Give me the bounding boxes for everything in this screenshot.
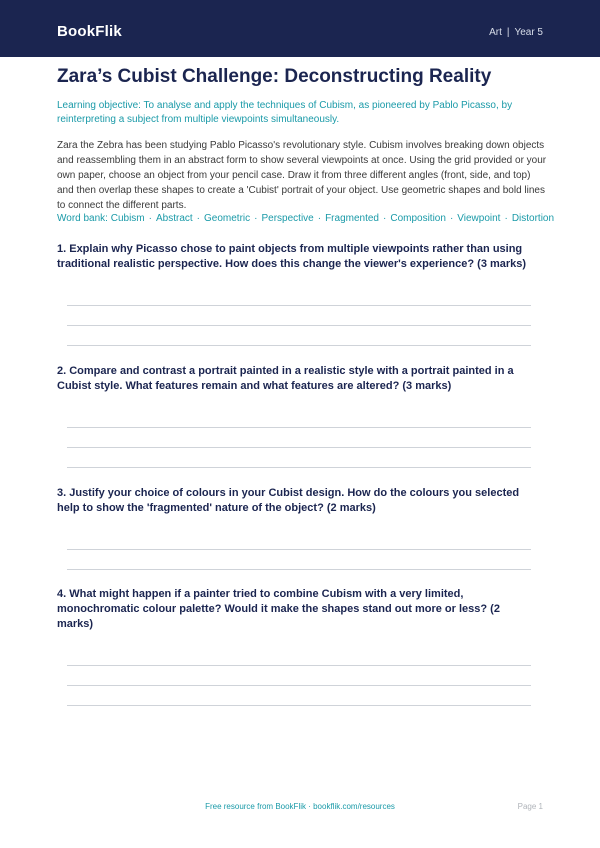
subject-label: Art: [489, 27, 502, 38]
meta-separator: |: [506, 27, 510, 38]
answer-line[interactable]: [67, 447, 531, 448]
word-bank: Word bank: Cubism · Abstract · Geometric · Perspective · Fragmented · Composition · Viewpoint · Distortion: [57, 213, 555, 224]
answer-line[interactable]: [67, 427, 531, 428]
subject-year: [489, 27, 543, 38]
word-bank-item: Cubism: [110, 213, 145, 224]
learning-objective: Learning objective: To analyse and apply the techniques of Cubism, as pioneered by Pablo Picasso, by reinterpreting a subject from multiple viewpoints simultaneously.: [57, 100, 513, 125]
year-label: Year 5: [514, 27, 543, 38]
answer-line[interactable]: [67, 345, 531, 346]
question-1: 1. Explain why Picasso chose to paint objects from multiple viewpoints rather than using traditional realistic perspective. How does this change the viewer's experience? (3 marks): [57, 243, 527, 270]
intro-paragraph: Zara the Zebra has been studying Pablo Picasso's revolutionary style. Cubism involves breaking down objects and reassembling them in an abstract form to show several viewpoints at once. Using the grid provided or your own paper, choose an object from your pencil case. Draw it from three different angles (front, side, and top) and then overlap these shapes to create a 'Cubist' portrait of your object. Use geometric shapes and bold lines to connect the different parts.: [57, 140, 547, 211]
answer-line[interactable]: [67, 325, 531, 326]
worksheet-title: Zara’s Cubist Challenge: Deconstructing Reality: [57, 66, 492, 87]
header-bar: [0, 0, 600, 57]
word-bank-item: Geometric: [204, 213, 251, 224]
answer-line[interactable]: [67, 305, 531, 306]
question-3: 3. Justify your choice of colours in your Cubist design. How do the colours you selected help to show the 'fragmented' nature of the object? (2 marks): [57, 487, 520, 514]
word-bank-item: Abstract: [155, 213, 193, 224]
answer-line[interactable]: [67, 705, 531, 706]
word-bank-item: Perspective: [261, 213, 314, 224]
word-bank-label: Word bank:: [57, 213, 108, 224]
brand-logo: BookFlik: [57, 23, 122, 40]
word-bank-item: Fragmented: [325, 213, 379, 224]
word-bank-item: Composition: [390, 213, 446, 224]
page-number: Page 1: [517, 802, 543, 811]
answer-line[interactable]: [67, 665, 531, 666]
question-4: 4. What might happen if a painter tried to combine Cubism with a very limited, monochromatic colour palette? Would it make the shapes stand out more or less? (2 marks): [57, 588, 500, 630]
answer-line[interactable]: [67, 569, 531, 570]
answer-line[interactable]: [67, 467, 531, 468]
question-2: 2. Compare and contrast a portrait painted in a realistic style with a portrait painted in a Cubist style. What features remain and what features are altered? (3 marks): [57, 365, 514, 392]
answer-line[interactable]: [67, 549, 531, 550]
footer-text: Free resource from BookFlik · bookflik.com/resources: [205, 802, 395, 811]
answer-line[interactable]: [67, 685, 531, 686]
word-bank-item: Distortion: [511, 213, 555, 224]
word-bank-item: Viewpoint: [457, 213, 501, 224]
